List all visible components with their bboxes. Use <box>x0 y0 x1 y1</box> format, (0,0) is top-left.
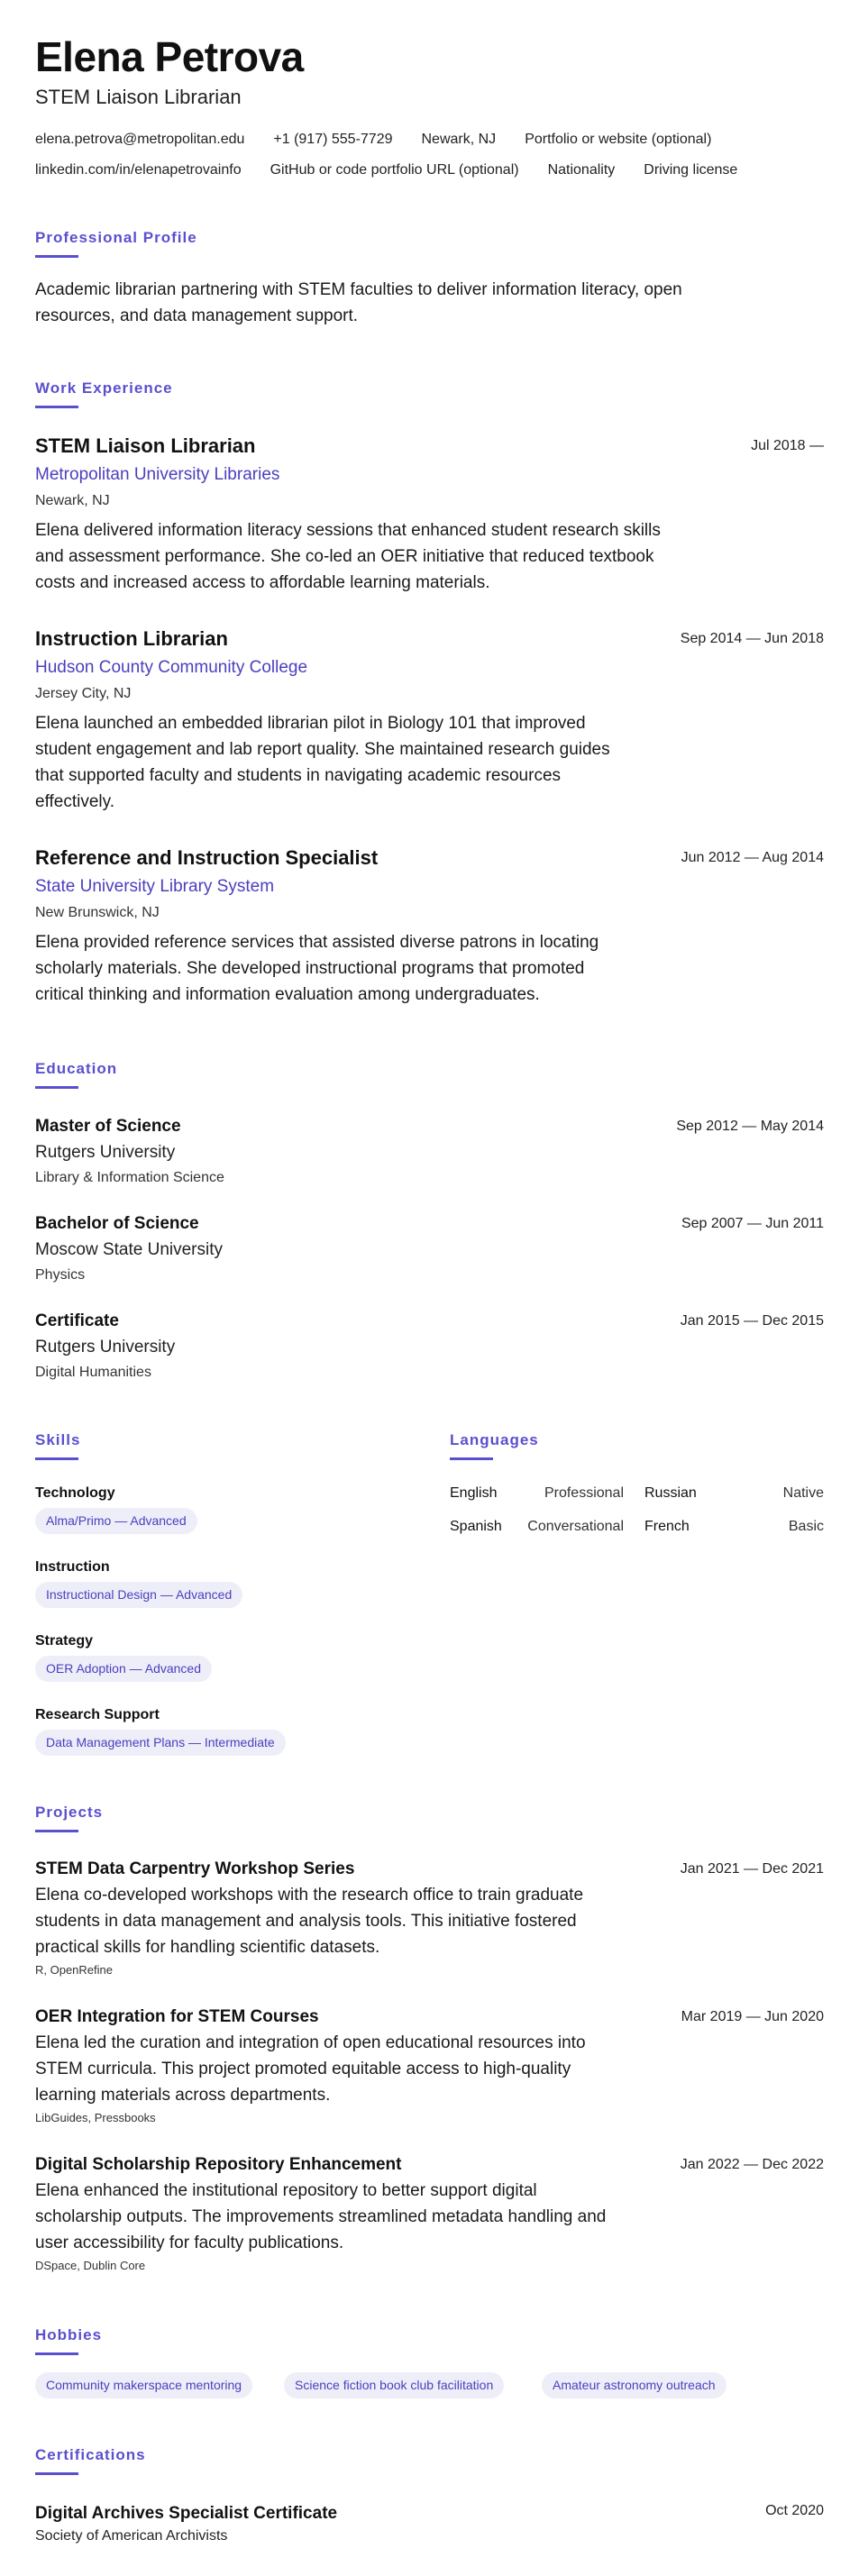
skill-category: Strategy <box>35 1633 94 1649</box>
job-title: Reference and Instruction Specialist <box>35 846 379 869</box>
project-dates: Jan 2021 — Dec 2021 <box>680 1861 824 1877</box>
section-rule <box>35 1830 78 1832</box>
section-rule <box>450 1457 493 1460</box>
language-name: Spanish <box>450 1519 502 1534</box>
language-name: French <box>644 1519 690 1534</box>
education-dates: Sep 2007 — Jun 2011 <box>681 1216 824 1231</box>
project-title: STEM Data Carpentry Workshop Series <box>35 1859 355 1878</box>
project-description-line: Elena led the curation and integration of open educational resources into <box>35 2033 586 2052</box>
contact-driving-license: Driving license <box>644 162 738 178</box>
section-title-skills: Skills <box>35 1431 81 1448</box>
section-title-experience: Work Experience <box>35 379 173 397</box>
language-name: English <box>450 1485 498 1501</box>
education-dates: Jan 2015 — Dec 2015 <box>680 1313 824 1329</box>
project-description-line: learning materials across departments. <box>35 2086 331 2105</box>
language-level: Native <box>782 1485 824 1501</box>
project-tools: DSpace, Dublin Core <box>35 2259 146 2272</box>
education-degree: Master of Science <box>35 1117 181 1136</box>
section-title-hobbies: Hobbies <box>35 2326 103 2343</box>
skill-category: Instruction <box>35 1559 110 1575</box>
education-field: Library & Information Science <box>35 1170 224 1185</box>
job-description-line: effectively. <box>35 792 115 811</box>
skill-chip: Data Management Plans — Intermediate <box>35 1730 286 1756</box>
project-description-line: user accessibility for faculty publications. <box>35 2233 344 2252</box>
job-organization: Hudson County Community College <box>35 658 308 677</box>
contact-row-1 <box>35 132 740 148</box>
project-tools: LibGuides, Pressbooks <box>35 2111 156 2124</box>
project-description-line: practical skills for handling scientific datasets. <box>35 1938 380 1957</box>
project-description-line: students in data management and analysis tools. This initiative fostered <box>35 1912 577 1931</box>
job-description-line: critical thinking and information evaluation among undergraduates. <box>35 985 540 1004</box>
project-dates: Mar 2019 — Jun 2020 <box>681 2009 824 2024</box>
section-rule <box>35 1086 78 1089</box>
contact-linkedin[interactable]: linkedin.com/in/elenapetrovainfo <box>35 162 242 178</box>
job-description-line: costs and increased access to affordable learning materials. <box>35 573 490 592</box>
job-location: Jersey City, NJ <box>35 686 132 701</box>
section-title-projects: Projects <box>35 1804 104 1821</box>
job-description-line: and assessment performance. She co-led an OER initiative that reduced textbook <box>35 547 654 566</box>
section-rule <box>35 255 78 258</box>
job-location: New Brunswick, NJ <box>35 905 160 920</box>
job-description-line: Elena launched an embedded librarian pilot in Biology 101 that improved <box>35 714 586 733</box>
job-organization: State University Library System <box>35 877 275 896</box>
contact-email[interactable]: elena.petrova@metropolitan.edu <box>35 132 245 147</box>
job-description-line: Elena delivered information literacy sessions that enhanced student research skills <box>35 521 661 540</box>
project-description-line: STEM curricula. This project promoted equitable access to high-quality <box>35 2060 571 2078</box>
education-school: Rutgers University <box>35 1338 176 1357</box>
language-level: Conversational <box>527 1519 624 1534</box>
skill-category: Technology <box>35 1485 115 1501</box>
education-degree: Certificate <box>35 1311 119 1330</box>
candidate-headline: STEM Liaison Librarian <box>35 86 242 108</box>
section-rule <box>35 406 78 408</box>
education-school: Moscow State University <box>35 1240 224 1259</box>
skill-category: Research Support <box>35 1707 160 1722</box>
hobby-chip: Science fiction book club facilitation <box>284 2372 504 2398</box>
job-dates: Jul 2018 — <box>751 438 824 453</box>
language-level: Professional <box>544 1485 624 1501</box>
section-title-certifications: Certifications <box>35 2446 146 2463</box>
job-description-line: Elena provided reference services that assisted diverse patrons in locating <box>35 933 599 952</box>
contact-phone[interactable]: +1 (917) 555-7729 <box>273 132 393 147</box>
project-description-line: Elena enhanced the institutional repository to better support digital <box>35 2181 537 2200</box>
section-title-languages: Languages <box>450 1431 539 1448</box>
job-description-line: scholarly materials. She developed instructional programs that promoted <box>35 959 585 978</box>
job-location: Newark, NJ <box>35 493 110 508</box>
education-field: Physics <box>35 1267 86 1283</box>
language-level: Basic <box>788 1519 824 1534</box>
contact-location: Newark, NJ <box>421 132 497 147</box>
project-description-line: Elena co-developed workshops with the research office to train graduate <box>35 1886 584 1905</box>
section-title-profile: Professional Profile <box>35 229 197 246</box>
skill-chip: OER Adoption — Advanced <box>35 1656 212 1682</box>
education-degree: Bachelor of Science <box>35 1214 199 1233</box>
project-description-line: scholarship outputs. The improvements streamlined metadata handling and <box>35 2207 607 2226</box>
job-title: STEM Liaison Librarian <box>35 434 256 457</box>
project-title: OER Integration for STEM Courses <box>35 2007 319 2026</box>
section-rule <box>35 2352 78 2355</box>
education-school: Rutgers University <box>35 1143 176 1162</box>
candidate-name: Elena Petrova <box>35 33 304 80</box>
education-field: Digital Humanities <box>35 1365 151 1380</box>
job-dates: Sep 2014 — Jun 2018 <box>680 631 824 646</box>
skill-chip: Alma/Primo — Advanced <box>35 1508 197 1534</box>
section-rule <box>35 1457 78 1460</box>
profile-line: resources, and data management support. <box>35 306 359 325</box>
language-name: Russian <box>644 1485 697 1501</box>
project-title: Digital Scholarship Repository Enhancement <box>35 2155 402 2174</box>
section-rule <box>35 2472 78 2475</box>
job-description-line: that supported faculty and students in navigating academic resources <box>35 766 562 785</box>
job-organization: Metropolitan University Libraries <box>35 465 280 484</box>
skill-chip: Instructional Design — Advanced <box>35 1582 242 1608</box>
project-dates: Jan 2022 — Dec 2022 <box>680 2157 824 2172</box>
project-tools: R, OpenRefine <box>35 1963 113 1977</box>
contact-portfolio[interactable]: Portfolio or website (optional) <box>525 132 712 147</box>
profile-line: Academic librarian partnering with STEM faculties to deliver information literacy, open <box>35 280 682 299</box>
job-title: Instruction Librarian <box>35 627 228 650</box>
certification-issuer: Society of American Archivists <box>35 2528 228 2544</box>
contact-nationality: Nationality <box>547 162 616 178</box>
section-title-education: Education <box>35 1060 118 1077</box>
certification-date: Oct 2020 <box>765 2503 824 2518</box>
contact-github[interactable]: GitHub or code portfolio URL (optional) <box>270 162 519 178</box>
hobby-chip: Community makerspace mentoring <box>35 2372 252 2398</box>
certification-title: Digital Archives Specialist Certificate <box>35 2504 338 2523</box>
job-dates: Jun 2012 — Aug 2014 <box>681 850 824 865</box>
contact-row-2 <box>35 162 766 178</box>
education-dates: Sep 2012 — May 2014 <box>676 1119 824 1134</box>
job-description-line: student engagement and lab report quality. She maintained research guides <box>35 740 610 759</box>
hobby-chip: Amateur astronomy outreach <box>542 2372 726 2398</box>
